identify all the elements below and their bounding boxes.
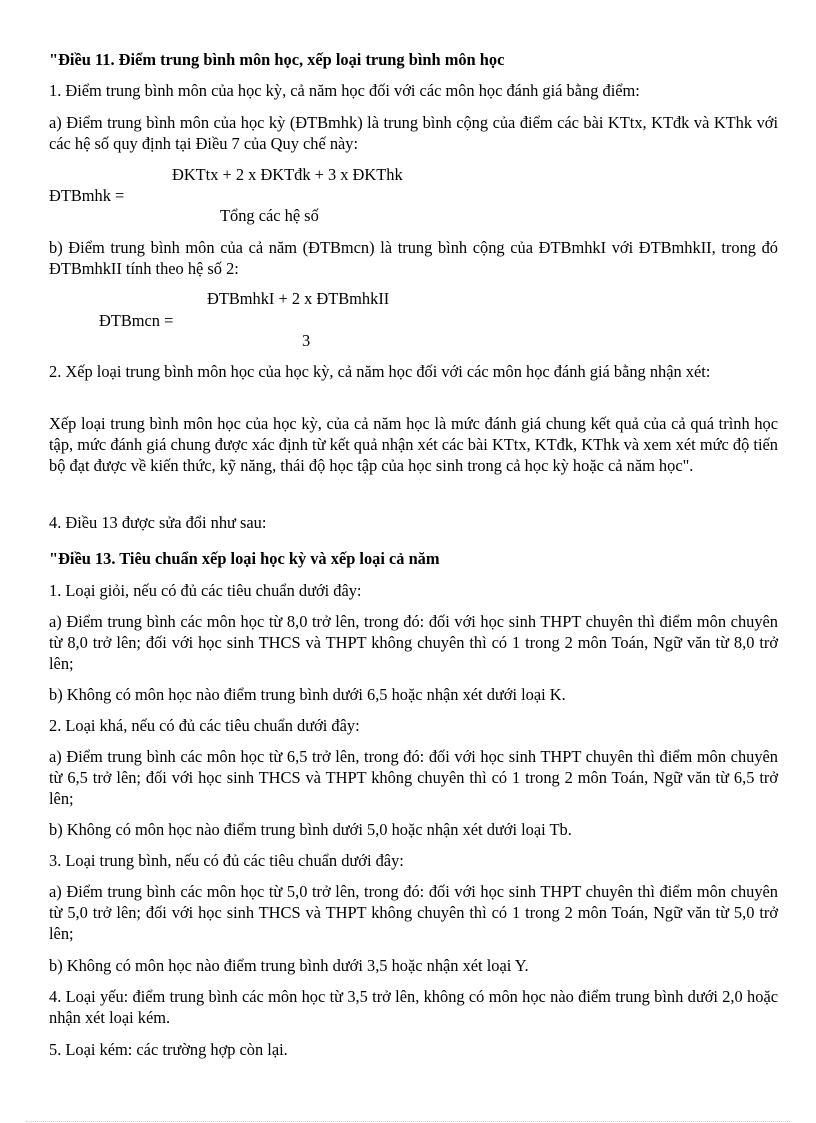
formula-dtbmhk-numerator: ĐKTtx + 2 x ĐKTđk + 3 x ĐKThk <box>172 165 403 184</box>
article13-tb-a: a) Điểm trung bình các môn học từ 5,0 trở lên, trong đó: đối với học sinh THPT chuyên thì điểm môn chuyên từ 5,0 trở lên; đối với học sinh THCS và THPT không chuyên thì có 1 trong 2 môn Toán, Ngữ văn từ 5,0 trở lên; <box>49 882 778 943</box>
article11-item2: 2. Xếp loại trung bình môn học của học kỳ, cả năm học đối với các môn học đánh giá bằng nhận xét: <box>49 362 711 381</box>
article13-gioi-b: b) Không có môn học nào điểm trung bình dưới 6,5 hoặc nhận xét dưới loại K. <box>49 685 566 704</box>
amendment-4: 4. Điều 13 được sửa đổi như sau: <box>49 513 267 532</box>
formula-dtbmcn-numerator: ĐTBmhkI + 2 x ĐTBmhkII <box>207 289 390 308</box>
article13-kem: 5. Loại kém: các trường hợp còn lại. <box>49 1040 288 1059</box>
formula-dtbmhk-lhs: ĐTBmhk = <box>49 186 125 205</box>
article13-yeu: 4. Loại yếu: điểm trung bình các môn học từ 3,5 trở lên, không có môn học nào điểm trung bình dưới 2,0 hoặc nhận xét loại kém. <box>49 987 778 1027</box>
article13-heading: "Điều 13. Tiêu chuẩn xếp loại học kỳ và xếp loại cả năm <box>49 549 440 568</box>
article13-kha: 2. Loại khá, nếu có đủ các tiêu chuẩn dưới đây: <box>49 716 360 735</box>
article13-gioi: 1. Loại giỏi, nếu có đủ các tiêu chuẩn dưới đây: <box>49 581 362 600</box>
article13-tb-b: b) Không có môn học nào điểm trung bình dưới 3,5 hoặc nhận xét loại Y. <box>49 956 529 975</box>
article13-kha-a: a) Điểm trung bình các môn học từ 6,5 trở lên, trong đó: đối với học sinh THPT chuyên thì điểm môn chuyên từ 6,5 trở lên; đối với học sinh THCS và THPT không chuyên thì có 1 trong 2 môn Toán, Ngữ văn từ 6,5 trở lên; <box>49 747 778 808</box>
article11-item1a: a) Điểm trung bình môn của học kỳ (ĐTBmhk) là trung bình cộng của điểm các bài KTtx, KTđk và KThk với các hệ số quy định tại Điều 7 của Quy chế này: <box>49 113 778 153</box>
article13-gioi-a: a) Điểm trung bình các môn học từ 8,0 trở lên, trong đó: đối với học sinh THPT chuyên thì điểm môn chuyên từ 8,0 trở lên; đối với học sinh THCS và THPT không chuyên thì có 1 trong 2 môn Toán, Ngữ văn từ 8,0 trở lên; <box>49 612 778 673</box>
article11-item1: 1. Điểm trung bình môn của học kỳ, cả năm học đối với các môn học đánh giá bằng điểm: <box>49 81 640 100</box>
article13-kha-b: b) Không có môn học nào điểm trung bình dưới 5,0 hoặc nhận xét dưới loại Tb. <box>49 820 572 839</box>
article11-item1b: b) Điểm trung bình môn của cả năm (ĐTBmcn) là trung bình cộng của ĐTBmhkI với ĐTBmhkII, trong đó ĐTBmhkII tính theo hệ số 2: <box>49 238 778 278</box>
formula-dtbmcn-denominator: 3 <box>302 331 311 350</box>
formula-dtbmhk-denominator: Tổng các hệ số <box>220 206 319 225</box>
article11-item2-text: Xếp loại trung bình môn học của học kỳ, của cả năm học là mức đánh giá chung kết quả của cả quá trình học tập, mức đánh giá chung được xác định từ kết quả nhận xét các bài KTtx, KTđk, KThk và xem xét mức độ tiến bộ đạt được về kiến thức, kỹ năng, thái độ học tập của học sinh trong cả học kỳ hoặc cả năm học". <box>49 414 778 475</box>
article13-tb: 3. Loại trung bình, nếu có đủ các tiêu chuẩn dưới đây: <box>49 851 404 870</box>
formula-dtbmcn-lhs: ĐTBmcn = <box>99 311 174 330</box>
page-bottom-rule <box>26 1121 790 1122</box>
article11-heading: "Điều 11. Điểm trung bình môn học, xếp loại trung bình môn học <box>49 50 505 69</box>
